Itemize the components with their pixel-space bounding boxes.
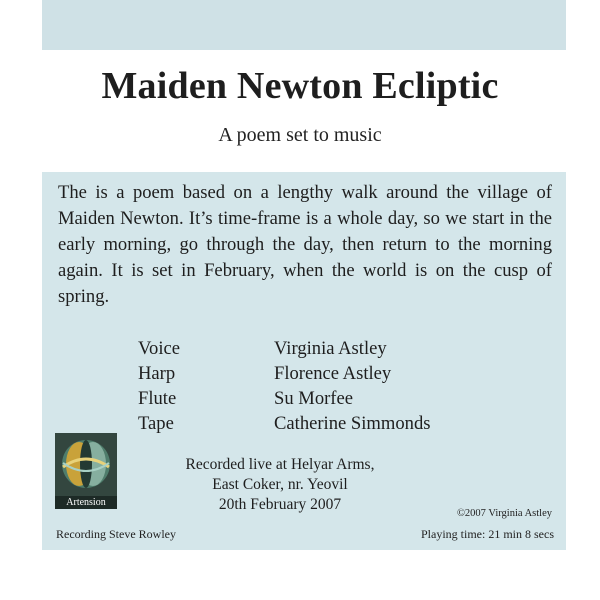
recording-venue bbox=[160, 455, 400, 515]
credits-list bbox=[138, 336, 498, 436]
credit-name: Virginia Astley bbox=[274, 338, 387, 359]
page-subtitle: A poem set to music bbox=[218, 124, 382, 146]
page-title: Maiden Newton Ecliptic bbox=[101, 65, 499, 107]
credit-name: Catherine Simmonds bbox=[274, 413, 431, 434]
credit-row bbox=[138, 386, 498, 411]
credit-role: Voice bbox=[138, 338, 180, 359]
venue-line: East Coker, nr. Yeovil bbox=[212, 476, 348, 493]
credit-role: Harp bbox=[138, 363, 176, 384]
playing-time: Playing time: 21 min 8 secs bbox=[421, 527, 554, 541]
recording-engineer: Recording Steve Rowley bbox=[56, 527, 176, 541]
credit-row bbox=[138, 336, 498, 361]
credit-row bbox=[138, 411, 498, 436]
artension-logo-icon bbox=[55, 433, 117, 496]
logo-label: Artension bbox=[55, 496, 117, 509]
venue-line: Recorded live at Helyar Arms, bbox=[185, 456, 375, 473]
credit-role: Tape bbox=[138, 413, 174, 434]
credit-name: Su Morfee bbox=[274, 388, 354, 409]
recording-date: 20th February 2007 bbox=[218, 496, 342, 513]
credit-name: Florence Astley bbox=[274, 363, 392, 384]
credit-row bbox=[138, 361, 498, 386]
credit-role: Flute bbox=[138, 388, 177, 409]
copyright-notice: ©2007 Virginia Astley bbox=[456, 508, 552, 519]
poem-description: The is a poem based on a lengthy walk around the village of Maiden Newton. It’s time-frame is a whole day, so we start in the early morning, go through the day, then return to the morning again. It is set in February, when the world is on the cusp of spring. bbox=[58, 182, 552, 307]
artension-logo bbox=[55, 433, 117, 509]
top-color-band bbox=[42, 0, 566, 50]
